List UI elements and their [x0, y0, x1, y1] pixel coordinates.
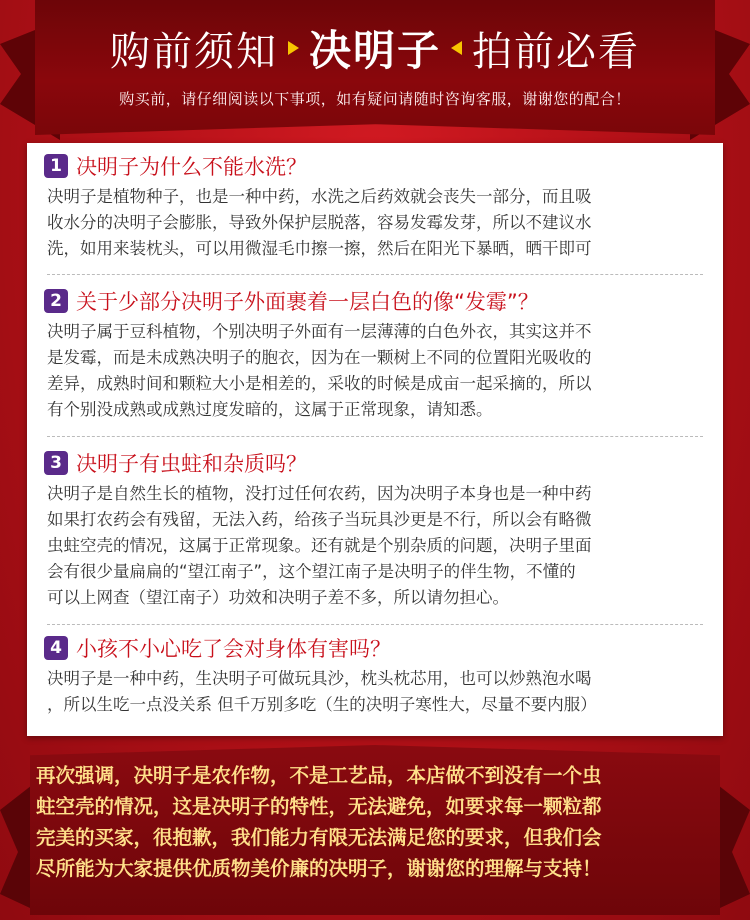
arrow-left-icon [451, 41, 462, 55]
answer-line: 决明子是植物种子，也是一种中药，水洗之后药效就会丧失一部分，而且吸 [47, 187, 592, 206]
faq-item-3 [27, 448, 723, 611]
title-main: 决明子 [308, 26, 441, 75]
faq-question: 小孩不小心吃了会对身体有害吗？ [76, 637, 391, 661]
answer-line: 洗，如用来装枕头，可以用微湿毛巾擦一擦，然后在阳光下暴晒，晒干即可 [47, 239, 592, 258]
faq-question: 决明子有虫蛀和杂质吗？ [76, 452, 307, 476]
header [0, 18, 750, 109]
title-right: 拍前必看 [472, 28, 640, 75]
title-left: 购前须知 [109, 28, 278, 75]
faq-answer [27, 319, 723, 423]
number-badge: 1 [44, 154, 68, 178]
answer-line: 收水分的决明子会膨胀，导致外保护层脱落，容易发霉发芽，所以不建议水 [47, 213, 592, 232]
answer-line: 如果打农药会有残留，无法入药，给孩子当玩具沙更是不行，所以会有略微 [47, 510, 592, 529]
notice-line: 完美的买家，很抱歉，我们能力有限无法满足您的要求，但我们会 [36, 826, 602, 849]
notice-text [36, 760, 726, 884]
answer-line: ，所以生吃一点没关系 但千万别多吃（生的决明子寒性大，尽量不要内服） [47, 695, 597, 714]
faq-panel [27, 143, 723, 736]
number-badge: 2 [44, 289, 68, 313]
faq-answer [27, 184, 723, 262]
faq-question-row [27, 448, 723, 478]
answer-line: 决明子属于豆科植物，个别决明子外面有一层薄薄的白色外衣，其实这并不 [47, 322, 592, 341]
divider [47, 436, 703, 437]
faq-item-1 [27, 151, 723, 262]
number-badge: 3 [44, 451, 68, 475]
faq-question-row [27, 286, 723, 316]
faq-item-4 [27, 633, 723, 718]
answer-line: 可以上网查（望江南子）功效和决明子差不多，所以请勿担心。 [47, 588, 509, 607]
answer-line: 差异，成熟时间和颗粒大小是相差的，采收的时候是成亩一起采摘的，所以 [47, 374, 592, 393]
notice-line: 尽所能为大家提供优质物美价廉的决明子，谢谢您的理解与支持！ [36, 857, 602, 880]
arrow-right-icon [288, 41, 299, 55]
answer-line: 有个别没成熟或成熟过度发暗的，这属于正常现象，请知悉。 [47, 400, 493, 419]
number-badge: 4 [44, 636, 68, 660]
divider [47, 624, 703, 625]
subtitle: 购买前，请仔细阅读以下事项，如有疑问请随时咨询客服，谢谢您的配合！ [119, 90, 631, 108]
answer-line: 决明子是自然生长的植物，没打过任何农药，因为决明子本身也是一种中药 [47, 484, 592, 503]
divider [47, 274, 703, 275]
faq-question: 关于少部分决明子外面裹着一层白色的像“发霉”？ [76, 290, 539, 314]
faq-item-2 [27, 286, 723, 423]
answer-line: 会有很少量扁扁的“望江南子”，这个望江南子是决明子的伴生物，不懂的 [47, 562, 576, 581]
notice-line: 蛀空壳的情况，这是决明子的特性，无法避免，如要求每一颗粒都 [36, 795, 602, 818]
answer-line: 决明子是一种中药，生决明子可做玩具沙，枕头枕芯用，也可以炒熟泡水喝 [47, 669, 592, 688]
notice-section [0, 745, 750, 920]
faq-question-row [27, 151, 723, 181]
notice-line: 再次强调，决明子是农作物，不是工艺品，本店做不到没有一个虫 [36, 764, 602, 787]
title-row [0, 18, 750, 78]
faq-question: 决明子为什么不能水洗？ [76, 155, 307, 179]
answer-line: 是发霉，而是未成熟决明子的胞衣，因为在一颗树上不同的位置阳光吸收的 [47, 348, 592, 367]
faq-answer [27, 666, 723, 718]
answer-line: 虫蛀空壳的情况，这属于正常现象。还有就是个别杂质的问题，决明子里面 [47, 536, 592, 555]
faq-question-row [27, 633, 723, 663]
faq-answer [27, 481, 723, 611]
